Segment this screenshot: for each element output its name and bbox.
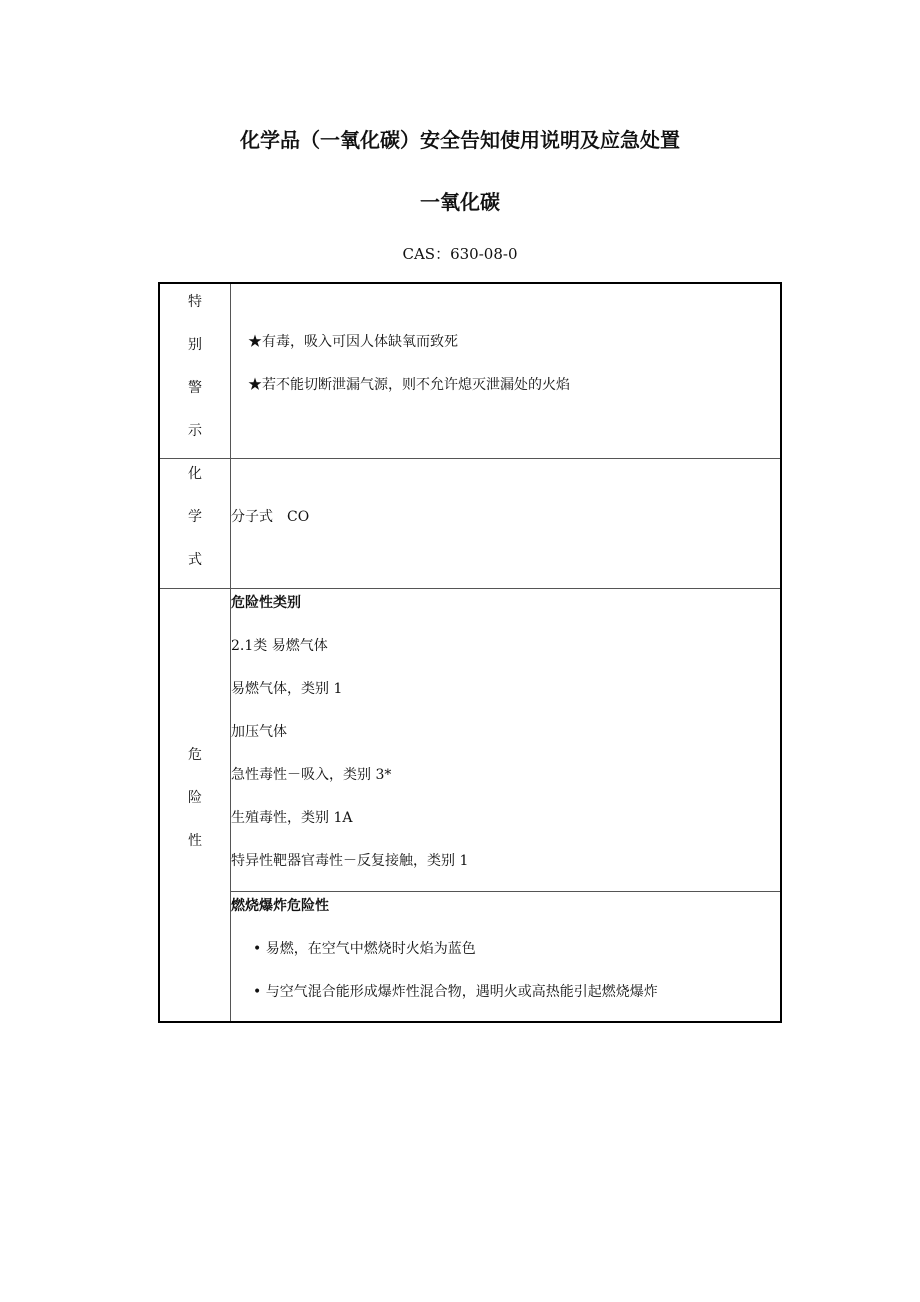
molecular-formula: 分子式 CO	[231, 509, 310, 525]
hazard-category: 急性毒性－吸入，类别 3*	[231, 767, 392, 783]
fire-hazard-item: • 易燃，在空气中燃烧时火焰为蓝色	[253, 941, 476, 957]
hazard-label: 危 险 性	[188, 747, 202, 849]
warning-item: ★若不能切断泄漏气源，则不允许熄灭泄漏处的火焰	[248, 377, 570, 393]
document-title: 化学品（一氧化碳）安全告知使用说明及应急处置	[240, 128, 680, 152]
row-divider	[160, 458, 780, 459]
safety-table	[158, 282, 782, 1023]
cas-number: CAS：630-08-0	[402, 245, 518, 263]
hazard-category: 特异性靶器官毒性－反复接触，类别 1	[231, 853, 469, 869]
warning-label: 特 别 警 示	[188, 294, 202, 439]
hazard-category: 易燃气体，类别 1	[231, 681, 343, 697]
warning-item: ★有毒，吸入可因人体缺氧而致死	[248, 334, 458, 350]
fire-hazard-item: • 与空气混合能形成爆炸性混合物，遇明火或高热能引起燃烧爆炸	[253, 984, 658, 1000]
hazard-category-heading: 危险性类别	[231, 595, 301, 611]
formula-label: 化 学 式	[188, 466, 202, 568]
hazard-category-list	[231, 582, 468, 883]
fire-hazard-heading: 燃烧爆炸危险性	[231, 898, 329, 914]
fire-hazard-list	[231, 885, 658, 1014]
hazard-category: 2.1类 易燃气体	[231, 638, 328, 654]
hazard-category: 生殖毒性，类别 1A	[231, 810, 353, 826]
chemical-name: 一氧化碳	[420, 190, 500, 214]
warning-list	[248, 321, 570, 407]
hazard-category: 加压气体	[231, 724, 287, 740]
